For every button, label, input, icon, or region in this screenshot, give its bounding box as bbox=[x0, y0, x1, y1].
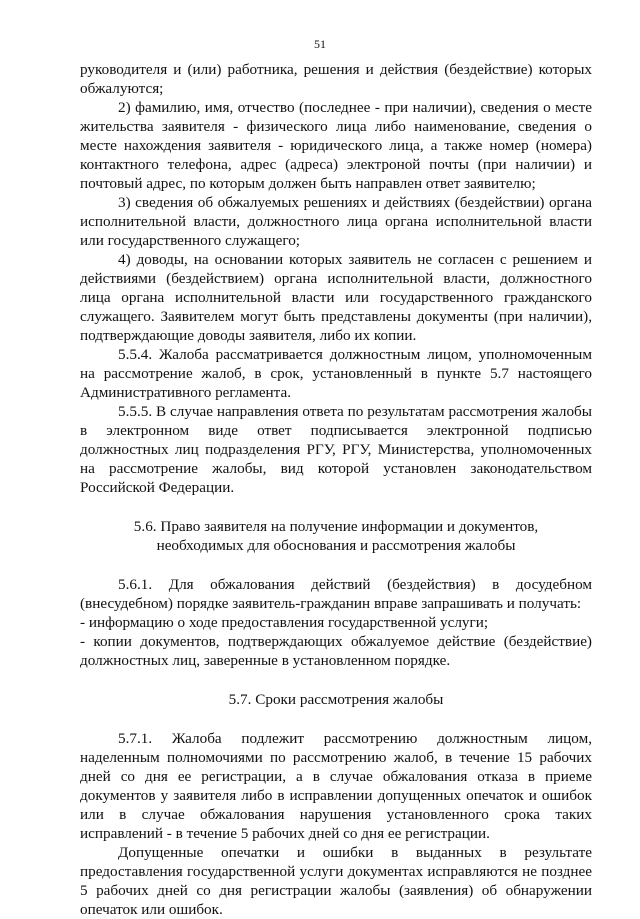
section-heading-5-6: 5.6. Право заявителя на получение информации и документов, необходимых для обоснования и рассмотрения жалобы bbox=[133, 518, 539, 554]
paragraph-5-7-1: 5.7.1. Жалоба подлежит рассмотрению должностным лицом, наделенным полномочиями по рассмотрению жалоб, в течение 15 рабочих дней со дня ее регистрации, а в случае обжалования отказа в приеме документов у заявителя либо в исправлении допущенных опечаток и ошибок или в случае обжалования нарушения установленного срока таких исправлений - в течение 5 рабочих дней со дня ее регистрации. bbox=[80, 730, 592, 842]
page-number: 51 bbox=[314, 37, 326, 51]
paragraph-5-5-5: 5.5.5. В случае направления ответа по результатам рассмотрения жалобы в электронном виде ответ подписывается электронной подписью должностных лиц подразделения РГУ, РГУ, Министерства, уполномоченных на рассмотрение жалобы, вид которой установлен законодательством Российской Федерации. bbox=[80, 403, 592, 496]
list-item-copies: - копии документов, подтверждающих обжалуемое действие (бездействие) должностных лиц, заверенные в установленном порядке. bbox=[80, 633, 592, 669]
document-body bbox=[80, 60, 592, 919]
paragraph-item-4: 4) доводы, на основании которых заявитель не согласен с решением и действиями (бездействием) органа исполнительной власти, должностного лица органа исполнительной власти или государственного гражданского служащего. Заявителем могут быть представлены документы (при наличии), подтверждающие доводы заявителя, либо их копии. bbox=[80, 251, 592, 344]
paragraph-item-2: 2) фамилию, имя, отчество (последнее - при наличии), сведения о месте жительства заявителя - физического лица либо наименование, сведения о месте нахождения заявителя - юридического лица, а также номер (номера) контактного телефона, адрес (адреса) электроной почты (при наличии) и почтовый адрес, по которым должен быть направлен ответ заявителю; bbox=[80, 99, 592, 192]
paragraph-5-6-1: 5.6.1. Для обжалования действий (бездействия) в досудебном (внесудебном) порядке заявитель-гражданин вправе запрашивать и получать: bbox=[80, 576, 592, 612]
section-heading-5-7: 5.7. Сроки рассмотрения жалобы bbox=[228, 691, 444, 708]
list-item-information: - информацию о ходе предоставления государственной услуги; bbox=[80, 614, 489, 631]
paragraph-typos: Допущенные опечатки и ошибки в выданных в результате предоставления государственной услуги документах исправляются не позднее 5 рабочих дней со дня регистрации жалобы (заявления) об обнаружении опечаток или ошибок. bbox=[80, 844, 592, 918]
paragraph-5-5-4: 5.5.4. Жалоба рассматривается должностным лицом, уполномоченным на рассмотрение жалоб, в срок, установленный в пункте 5.7 настоящего Административного регламента. bbox=[80, 346, 592, 401]
paragraph-item-3: 3) сведения об обжалуемых решениях и действиях (бездействии) органа исполнительной власти, должностного лица органа исполнительной власти или государственного служащего; bbox=[80, 194, 592, 249]
paragraph-continuation: руководителя и (или) работника, решения и действия (бездействие) которых обжалуются; bbox=[80, 61, 592, 97]
